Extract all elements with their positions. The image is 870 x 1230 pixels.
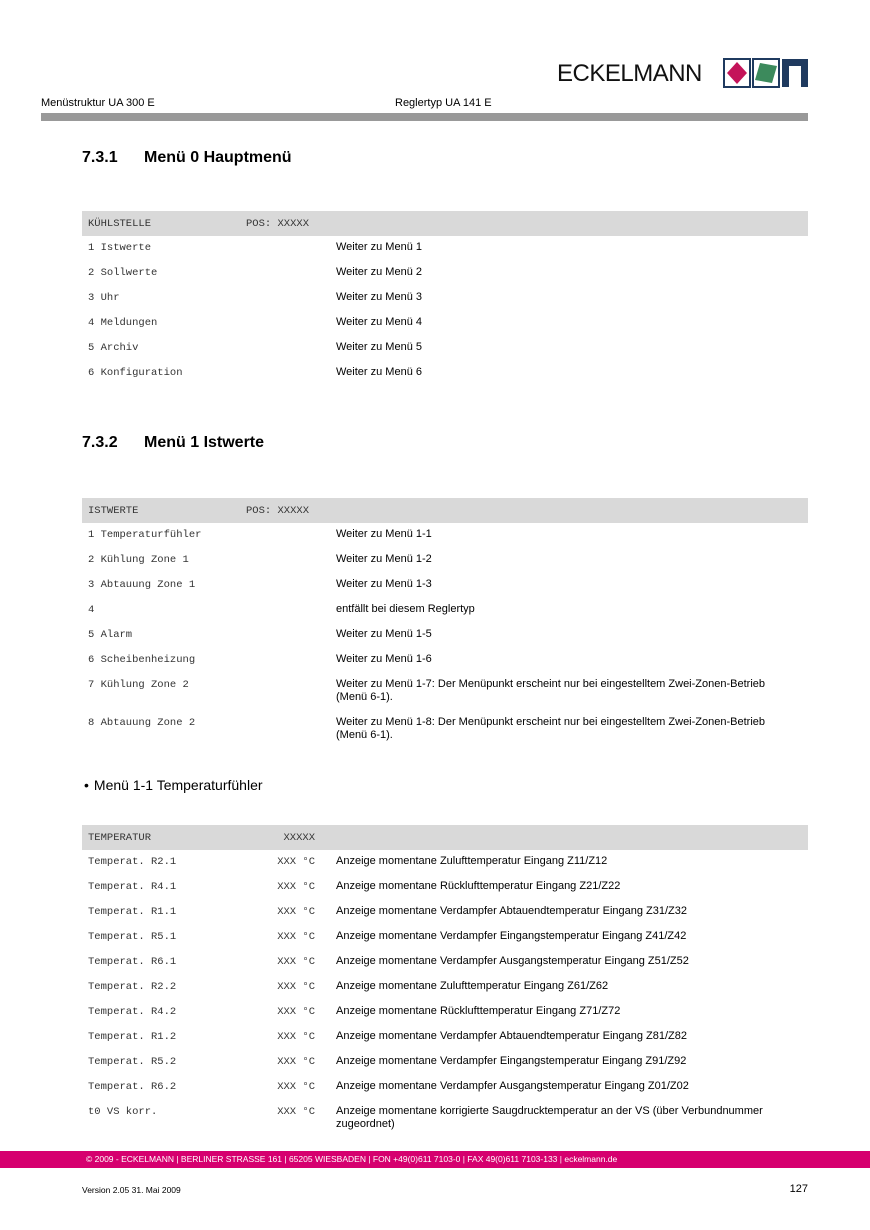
row-label: t0 VS korr.: [88, 1106, 158, 1118]
logo-text: ECKELMANN: [557, 60, 702, 87]
row-value: XXX °C: [277, 1056, 315, 1068]
row-label: Temperat. R5.2: [88, 1056, 177, 1068]
table-header: [82, 825, 808, 850]
row-value: XXX °C: [277, 1106, 315, 1118]
table-row: [82, 1100, 808, 1138]
row-description: Weiter zu Menü 1: [336, 241, 423, 253]
header-col2: POS: XXXXX: [246, 505, 310, 517]
bullet-icon: •: [84, 777, 89, 793]
footer-bar: [0, 1151, 870, 1168]
table-row: [82, 548, 808, 573]
row-description: Anzeige momentane Verdampfer Eingangstemperatur Eingang Z41/Z42: [336, 930, 687, 942]
row-value: XXX °C: [277, 1081, 315, 1093]
row-label: 4: [88, 604, 95, 616]
row-label: Temperat. R5.1: [88, 931, 177, 943]
table-row: [82, 1025, 808, 1050]
table-row: [82, 673, 808, 711]
row-label: 8 Abtauung Zone 2: [88, 717, 196, 729]
section-number: 7.3.2: [82, 434, 118, 451]
eckelmann-logo: [557, 58, 809, 90]
row-value: XXX °C: [277, 981, 315, 993]
row-label: 5 Alarm: [88, 629, 133, 641]
row-description: Weiter zu Menü 1-1: [336, 528, 432, 540]
subsection-title: Menü 1-1 Temperaturfühler: [93, 777, 263, 793]
row-label: 4 Meldungen: [88, 317, 158, 329]
table-row: [82, 950, 808, 975]
header-col1: KÜHLSTELLE: [88, 218, 152, 230]
row-description: Weiter zu Menü 5: [336, 341, 423, 353]
footer-contact-text: © 2009 - ECKELMANN | BERLINER STRASSE 161 | 65205 WIESBADEN | FON +49(0)611 7103-0 | FAX 49(0)611 7103-133 | eckelmann.de: [86, 1154, 618, 1164]
header-rule: [41, 113, 808, 121]
main-menu-table: [82, 211, 808, 386]
section-title: Menü 0 Hauptmenü: [144, 149, 292, 166]
table-row: [82, 311, 808, 336]
row-value: XXX °C: [277, 856, 315, 868]
row-description: Weiter zu Menü 1-3: [336, 578, 432, 590]
row-label: 2 Sollwerte: [88, 267, 158, 279]
row-label: Temperat. R4.2: [88, 1006, 177, 1018]
row-description: Weiter zu Menü 4: [336, 316, 423, 328]
row-description: Weiter zu Menü 1-8: Der Menüpunkt erscheint nur bei eingestelltem Zwei-Zonen-Betrieb (Menü 6-1).: [336, 716, 765, 741]
table-header: [82, 211, 808, 236]
row-description: Anzeige momentane Rücklufttemperatur Eingang Z71/Z72: [336, 1005, 621, 1017]
row-label: Temperat. R6.1: [88, 956, 177, 968]
row-description: entfällt bei diesem Reglertyp: [336, 603, 475, 615]
row-label: 6 Konfiguration: [88, 367, 183, 379]
actual-values-table: [82, 498, 808, 749]
row-label: 1 Istwerte: [88, 242, 152, 254]
row-description: Anzeige momentane Rücklufttemperatur Eingang Z21/Z22: [336, 880, 621, 892]
table-row: [82, 711, 808, 749]
table-row: [82, 236, 808, 261]
table-row: [82, 598, 808, 623]
header-doc-title: Menüstruktur UA 300 E: [41, 97, 155, 109]
row-description: Weiter zu Menü 1-2: [336, 553, 432, 565]
table-row: [82, 900, 808, 925]
table-row: [82, 361, 808, 386]
table-row: [82, 286, 808, 311]
row-label: 5 Archiv: [88, 342, 139, 354]
row-description: Weiter zu Menü 1-7: Der Menüpunkt erscheint nur bei eingestelltem Zwei-Zonen-Betrieb (Menü 6-1).: [336, 678, 765, 703]
table-row: [82, 336, 808, 361]
row-value: XXX °C: [277, 906, 315, 918]
table-row: [82, 875, 808, 900]
table-header: [82, 498, 808, 523]
row-description: Anzeige momentane Verdampfer Eingangstemperatur Eingang Z91/Z92: [336, 1055, 687, 1067]
table-row: [82, 1075, 808, 1100]
table-row: [82, 261, 808, 286]
row-description: Weiter zu Menü 1-5: [336, 628, 432, 640]
version-date: Version 2.05 31. Mai 2009: [82, 1185, 181, 1195]
row-label: Temperat. R2.2: [88, 981, 177, 993]
row-description: Anzeige momentane Verdampfer Abtauendtemperatur Eingang Z81/Z82: [336, 1030, 688, 1042]
row-label: 1 Temperaturfühler: [88, 529, 202, 541]
table-row: [82, 850, 808, 875]
row-description: Anzeige momentane Verdampfer Ausgangstemperatur Eingang Z01/Z02: [336, 1080, 689, 1092]
table-row: [82, 523, 808, 548]
row-value: XXX °C: [277, 931, 315, 943]
table-row: [82, 925, 808, 950]
table-row: [82, 648, 808, 673]
subsection-heading: [84, 777, 263, 793]
row-label: Temperat. R6.2: [88, 1081, 177, 1093]
row-label: Temperat. R2.1: [88, 856, 177, 868]
page-number: 127: [789, 1183, 808, 1195]
row-label: Temperat. R1.1: [88, 906, 177, 918]
header-col1: ISTWERTE: [88, 505, 139, 517]
header-col1: TEMPERATUR: [88, 832, 152, 844]
row-value: XXX °C: [277, 1031, 315, 1043]
row-description: Anzeige momentane Verdampfer Abtauendtemperatur Eingang Z31/Z32: [336, 905, 688, 917]
section-number: 7.3.1: [82, 149, 118, 166]
row-value: XXX °C: [277, 881, 315, 893]
header-col2: POS: XXXXX: [246, 218, 310, 230]
logo-squares-icon: [723, 58, 809, 88]
row-description: Anzeige momentane Verdampfer Ausgangstemperatur Eingang Z51/Z52: [336, 955, 689, 967]
row-value: XXX °C: [277, 956, 315, 968]
row-description: Anzeige momentane Zulufttemperatur Eingang Z61/Z62: [336, 980, 609, 992]
row-description: Weiter zu Menü 3: [336, 291, 423, 303]
table-row: [82, 573, 808, 598]
header-col2: XXXXX: [283, 832, 315, 844]
row-label: 7 Kühlung Zone 2: [88, 679, 189, 691]
row-value: XXX °C: [277, 1006, 315, 1018]
row-description: Anzeige momentane korrigierte Saugdrucktemperatur an der VS (über Verbundnummer zugeordnet): [336, 1105, 763, 1130]
temperature-table: [82, 825, 808, 1138]
section-title: Menü 1 Istwerte: [144, 434, 265, 451]
row-label: 3 Abtauung Zone 1: [88, 579, 196, 591]
row-description: Weiter zu Menü 2: [336, 266, 423, 278]
row-label: 3 Uhr: [88, 292, 120, 304]
row-label: 2 Kühlung Zone 1: [88, 554, 189, 566]
table-row: [82, 1000, 808, 1025]
row-label: Temperat. R1.2: [88, 1031, 177, 1043]
row-description: Anzeige momentane Zulufttemperatur Eingang Z11/Z12: [336, 855, 608, 867]
row-description: Weiter zu Menü 1-6: [336, 653, 432, 665]
table-row: [82, 975, 808, 1000]
row-description: Weiter zu Menü 6: [336, 366, 423, 378]
table-row: [82, 623, 808, 648]
row-label: 6 Scheibenheizung: [88, 654, 196, 666]
table-row: [82, 1050, 808, 1075]
header-controller-type: Reglertyp UA 141 E: [395, 97, 492, 109]
row-label: Temperat. R4.1: [88, 881, 177, 893]
